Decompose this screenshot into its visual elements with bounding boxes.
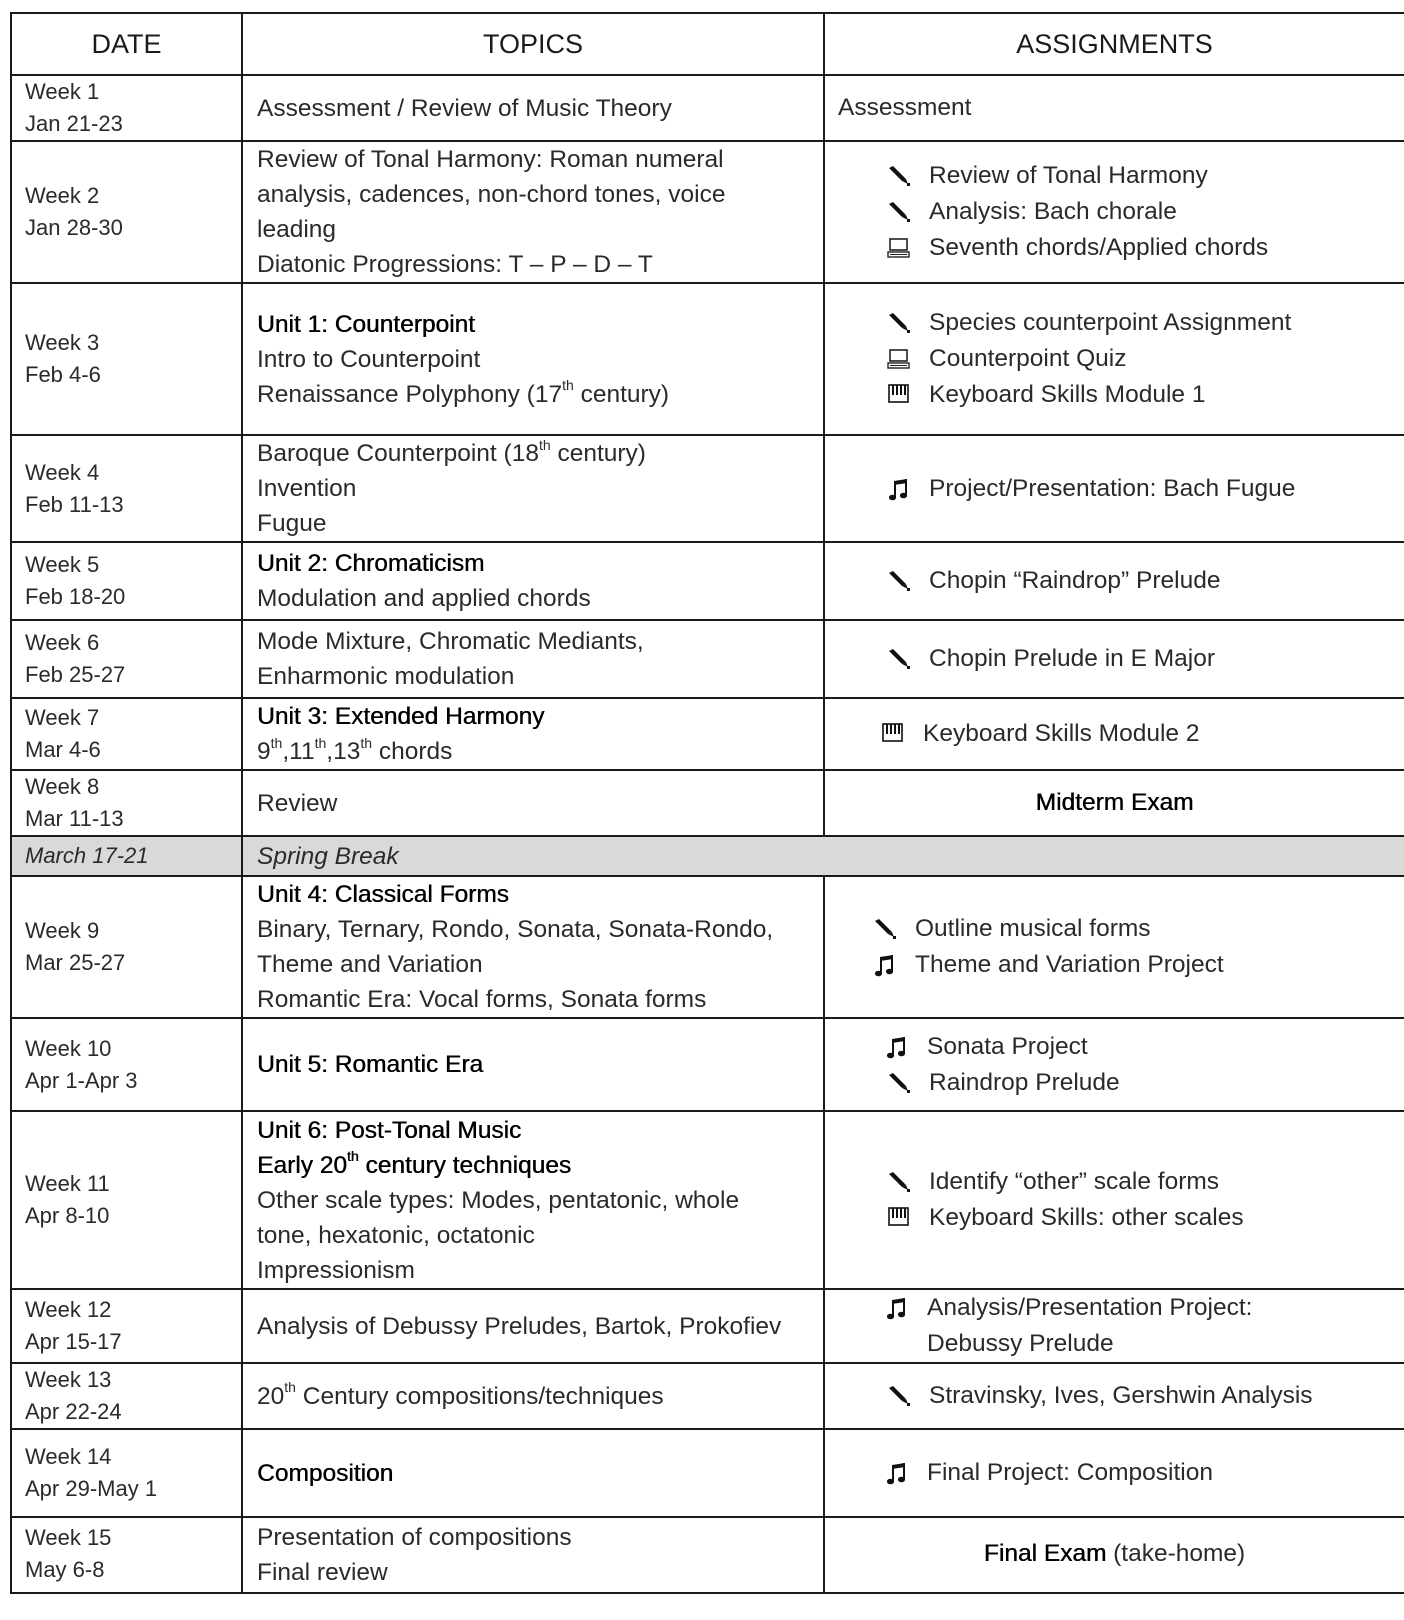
assignment-item	[825, 1200, 1404, 1236]
date-cell	[11, 1429, 242, 1517]
topic-line: Review of Tonal Harmony: Roman numeral	[257, 146, 724, 173]
assignment-text: Species counterpoint Assignment	[929, 309, 1292, 336]
week-label: Week 6	[25, 630, 100, 655]
music-note-icon-glyph	[873, 954, 897, 980]
topics-cell	[242, 75, 824, 141]
topic-line: 20th Century compositions/techniques	[257, 1379, 664, 1410]
assignment-item	[825, 194, 1404, 230]
assignment-text: Identify “other” scale forms	[929, 1168, 1220, 1195]
assignments-cell	[824, 1111, 1404, 1289]
computer-icon-glyph	[887, 237, 911, 259]
table-row	[11, 1429, 1404, 1517]
topics-cell	[242, 620, 824, 698]
week-dates: Apr 1-Apr 3	[25, 1067, 138, 1093]
pencil-icon	[887, 1164, 929, 1200]
music-note-icon	[887, 471, 929, 507]
unit-title: Unit 4: Classical Forms	[257, 881, 509, 908]
table-row	[11, 1517, 1404, 1593]
assignment-text: Chopin Prelude in E Major	[929, 645, 1215, 672]
assignment-text: Final Project: Composition	[927, 1459, 1213, 1486]
topic-line: Mode Mixture, Chromatic Mediants,	[257, 628, 644, 655]
assignments-cell	[824, 75, 1404, 141]
week-label: Week 13	[25, 1367, 112, 1392]
assignment-item	[825, 1065, 1404, 1101]
topics-cell	[242, 435, 824, 542]
week-label: Week 3	[25, 330, 100, 355]
topic-line: 9th,11th,13th chords	[257, 734, 453, 765]
week-dates: Jan 21-23	[25, 111, 123, 136]
music-note-icon	[885, 1455, 927, 1491]
unit-title: Unit 3: Extended Harmony	[257, 703, 545, 730]
assignment-item	[825, 305, 1404, 341]
topic-line: Analysis of Debussy Preludes, Bartok, Prokofiev	[257, 1312, 782, 1340]
week-dates: Apr 15-17	[25, 1329, 122, 1354]
date-cell	[11, 141, 242, 283]
pencil-icon-glyph	[887, 312, 911, 334]
keyboard-icon-glyph	[887, 1207, 911, 1229]
pencil-icon	[887, 158, 929, 194]
week-dates: Feb 4-6	[25, 362, 101, 387]
topics-cell	[242, 1363, 824, 1429]
assignment-item	[825, 563, 1404, 599]
assignments-cell	[824, 876, 1404, 1018]
pencil-icon-glyph	[887, 1171, 911, 1193]
date-cell	[11, 620, 242, 698]
table-row	[11, 620, 1404, 698]
unit-title: Unit 2: Chromaticism	[257, 550, 485, 577]
music-note-icon	[873, 947, 915, 983]
pencil-icon-glyph	[887, 1385, 911, 1407]
assignment-item	[825, 1029, 1404, 1065]
assignment-text: Analysis/Presentation Project: Debussy Prelude	[927, 1294, 1253, 1357]
assignments-cell	[824, 698, 1404, 770]
date-cell	[11, 1363, 242, 1429]
week-label: Week 11	[25, 1171, 110, 1196]
week-dates: Jan 28-30	[25, 215, 123, 240]
week-label: Week 9	[25, 918, 100, 943]
exam-label: Midterm Exam	[1035, 789, 1194, 816]
date-cell	[11, 1517, 242, 1593]
assignment-item	[825, 1290, 1404, 1362]
assignment-text: Stravinsky, Ives, Gershwin Analysis	[929, 1382, 1313, 1409]
table-row	[11, 876, 1404, 1018]
assignment-text: Assessment	[838, 94, 972, 121]
week-label: Week 1	[25, 79, 100, 104]
week-dates: Feb 18-20	[25, 584, 126, 609]
table-row	[11, 283, 1404, 435]
week-label: Week 4	[25, 459, 100, 485]
computer-icon	[887, 341, 929, 377]
topics-cell	[242, 1517, 824, 1593]
assignment-item	[825, 911, 1404, 947]
topics-cell	[242, 876, 824, 1018]
table-row	[11, 1289, 1404, 1363]
exam-note: (take-home)	[1106, 1540, 1246, 1567]
assignment-item	[825, 230, 1404, 266]
assignments-cell	[824, 620, 1404, 698]
topics-cell	[242, 770, 824, 836]
unit-title: Composition	[257, 1459, 394, 1487]
topic-line: Intro to Counterpoint	[257, 345, 481, 373]
keyboard-icon	[881, 716, 923, 752]
syllabus-schedule-table	[10, 12, 1404, 1594]
assignment-item	[825, 641, 1404, 677]
week-dates: Mar 25-27	[25, 950, 126, 975]
week-dates: May 6-8	[25, 1557, 105, 1582]
unit-title: Unit 6: Post-Tonal Music	[257, 1116, 522, 1144]
date-cell	[11, 75, 242, 141]
topic-line: Final review	[257, 1559, 388, 1586]
pencil-icon-glyph	[887, 648, 911, 670]
pencil-icon	[887, 1065, 929, 1101]
topics-cell	[242, 542, 824, 620]
week-label: Week 14	[25, 1444, 112, 1469]
topic-line: Presentation of compositions	[257, 1524, 572, 1551]
topics-column-header: TOPICS	[242, 13, 824, 75]
keyboard-icon	[887, 1200, 929, 1236]
topic-line: Romantic Era: Vocal forms, Sonata forms	[257, 986, 707, 1013]
pencil-icon	[887, 194, 929, 230]
topic-line: Diatonic Progressions: T – P – D – T	[257, 251, 653, 278]
pencil-icon	[887, 305, 929, 341]
assignments-cell	[824, 1018, 1404, 1111]
date-column-header: DATE	[11, 13, 242, 75]
table-row	[11, 75, 1404, 141]
pencil-icon-glyph	[887, 570, 911, 592]
assignments-cell	[824, 141, 1404, 283]
topic-line: Binary, Ternary, Rondo, Sonata, Sonata-Rondo,	[257, 916, 774, 943]
assignment-item	[825, 1378, 1404, 1414]
topics-cell	[242, 283, 824, 435]
music-note-icon-glyph	[885, 1462, 909, 1488]
week-dates: Feb 25-27	[25, 662, 126, 687]
date-cell	[11, 876, 242, 1018]
break-label: Spring Break	[242, 836, 1404, 876]
date-cell	[11, 698, 242, 770]
topic-line: Other scale types: Modes, pentatonic, whole	[257, 1186, 740, 1214]
assignment-text: Keyboard Skills Module 2	[923, 720, 1200, 747]
unit-title: Unit 5: Romantic Era	[257, 1051, 484, 1078]
assignments-cell	[824, 1429, 1404, 1517]
spring-break-row	[11, 836, 1404, 876]
pencil-icon-glyph	[887, 1072, 911, 1094]
table-row	[11, 698, 1404, 770]
pencil-icon	[873, 911, 915, 947]
week-dates: Apr 29-May 1	[25, 1476, 158, 1501]
week-dates: Mar 4-6	[25, 737, 101, 762]
topic-line: Invention	[257, 475, 357, 502]
table-row	[11, 1111, 1404, 1289]
assignment-text: Keyboard Skills: other scales	[929, 1204, 1244, 1231]
topics-cell	[242, 1111, 824, 1289]
week-label: Week 10	[25, 1035, 112, 1061]
week-dates: Apr 22-24	[25, 1399, 122, 1424]
music-note-icon	[885, 1290, 927, 1326]
assignments-cell	[824, 1517, 1404, 1593]
assignments-cell	[824, 435, 1404, 542]
assignment-item	[825, 716, 1404, 752]
table-row	[11, 1018, 1404, 1111]
date-cell	[11, 1289, 242, 1363]
week-label: Week 15	[25, 1525, 112, 1550]
assignment-text: Analysis: Bach chorale	[929, 198, 1177, 225]
week-dates: Apr 8-10	[25, 1203, 110, 1228]
topic-line: analysis, cadences, non-chord tones, voice	[257, 181, 726, 208]
topic-line: Review	[257, 789, 338, 817]
assignment-text: Project/Presentation: Bach Fugue	[929, 474, 1296, 502]
pencil-icon	[887, 1378, 929, 1414]
week-label: Week 12	[25, 1297, 112, 1322]
header-row	[11, 13, 1404, 75]
assignments-cell	[824, 283, 1404, 435]
assignment-item	[825, 1164, 1404, 1200]
assignment-text: Counterpoint Quiz	[929, 345, 1127, 372]
date-cell	[11, 435, 242, 542]
assignment-text: Outline musical forms	[915, 915, 1151, 942]
music-note-icon-glyph	[885, 1297, 909, 1323]
topics-cell	[242, 1429, 824, 1517]
assignment-text: Review of Tonal Harmony	[929, 162, 1208, 189]
week-label: Week 2	[25, 183, 100, 208]
keyboard-icon-glyph	[887, 384, 911, 406]
assignment-text: Chopin “Raindrop” Prelude	[929, 567, 1221, 594]
week-dates: Feb 11-13	[25, 491, 124, 517]
assignment-text: Sonata Project	[927, 1032, 1088, 1060]
topic-line: tone, hexatonic, octatonic	[257, 1221, 535, 1249]
date-cell: March 17-21	[11, 836, 242, 876]
assignment-item	[825, 1455, 1404, 1491]
topic-line: Impressionism	[257, 1256, 415, 1284]
assignments-cell	[824, 1363, 1404, 1429]
week-label: Week 8	[25, 774, 100, 799]
table-row	[11, 1363, 1404, 1429]
pencil-icon-glyph	[873, 918, 897, 940]
assignment-item	[825, 377, 1404, 413]
assignment-item	[825, 158, 1404, 194]
exam-label: Final Exam	[983, 1540, 1107, 1567]
topics-cell	[242, 698, 824, 770]
pencil-icon-glyph	[887, 165, 911, 187]
music-note-icon-glyph	[885, 1036, 909, 1062]
assignment-item	[825, 471, 1404, 507]
table-row	[11, 542, 1404, 620]
keyboard-icon-glyph	[881, 723, 905, 745]
topics-cell	[242, 1018, 824, 1111]
pencil-icon-glyph	[887, 201, 911, 223]
table-row	[11, 770, 1404, 836]
assignments-cell	[824, 770, 1404, 836]
computer-icon-glyph	[887, 348, 911, 370]
date-cell	[11, 1111, 242, 1289]
unit-subtitle: Early 20th century techniques	[257, 1148, 572, 1179]
topic-line: Assessment / Review of Music Theory	[257, 94, 672, 122]
topic-line: Fugue	[257, 510, 327, 537]
week-label: Week 5	[25, 552, 100, 577]
topics-cell	[242, 141, 824, 283]
week-dates: Mar 11-13	[25, 806, 124, 831]
table-row	[11, 435, 1404, 542]
assignment-text: Theme and Variation Project	[915, 951, 1224, 978]
assignment-text: Seventh chords/Applied chords	[929, 234, 1269, 261]
pencil-icon	[887, 641, 929, 677]
pencil-icon	[887, 563, 929, 599]
music-note-icon	[885, 1029, 927, 1065]
music-note-icon-glyph	[887, 478, 911, 504]
assignment-text: Keyboard Skills Module 1	[929, 381, 1206, 408]
date-cell	[11, 770, 242, 836]
topics-cell	[242, 1289, 824, 1363]
assignment-text: Raindrop Prelude	[929, 1068, 1120, 1096]
topic-line: Enharmonic modulation	[257, 663, 515, 690]
assignments-cell	[824, 542, 1404, 620]
topic-line: leading	[257, 216, 337, 243]
assignments-cell	[824, 1289, 1404, 1363]
computer-icon	[887, 230, 929, 266]
assignments-column-header: ASSIGNMENTS	[824, 13, 1404, 75]
keyboard-icon	[887, 377, 929, 413]
table-row	[11, 141, 1404, 283]
date-cell	[11, 1018, 242, 1111]
topic-line: Theme and Variation	[257, 951, 483, 978]
topic-line: Renaissance Polyphony (17th century)	[257, 377, 670, 408]
assignment-item	[825, 341, 1404, 377]
topic-line: Baroque Counterpoint (18th century)	[257, 436, 646, 467]
assignment-item	[825, 947, 1404, 983]
date-cell	[11, 283, 242, 435]
topic-line: Modulation and applied chords	[257, 585, 591, 612]
unit-title: Unit 1: Counterpoint	[257, 310, 475, 338]
date-cell	[11, 542, 242, 620]
week-label: Week 7	[25, 705, 100, 730]
